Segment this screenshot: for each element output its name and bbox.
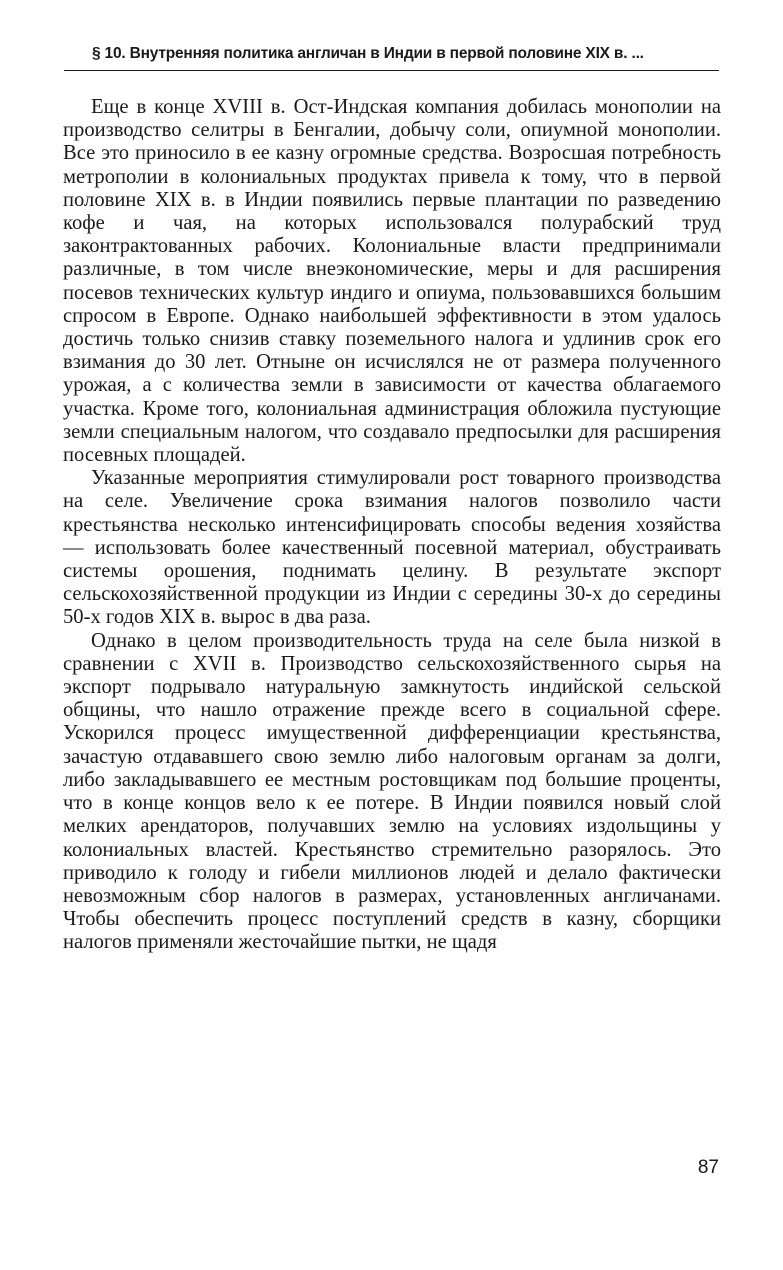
- page-number: 87: [697, 1157, 719, 1178]
- header-rule: [64, 70, 719, 71]
- body-text: [63, 96, 721, 955]
- paragraph-2: Указанные мероприятия стимулировали рост товарного производства на селе. Увеличение срока взимания налогов позволило части крестьянства несколько интенсифицировать способы ведения хозяйства — использовать более качественный посевной материал, обустраивать системы орошения, поднимать целину. В результате экспорт сельскохозяйственной продукции из Индии с середины 30-х до середины 50-х годов XIX в. вырос в два раза.: [63, 467, 721, 629]
- running-header: § 10. Внутренняя политика англичан в Индии в первой половине XIX в. ...: [92, 45, 644, 62]
- paragraph-3: Однако в целом производительность труда на селе была низкой в сравнении с XVII в. Производство сельскохозяйственного сырья на экспорт подрывало натуральную замкнутость индийской сельской общины, что нашло отражение прежде всего в социальной сфере. Ускорился процесс имущественной дифференциации крестьянства, зачастую отдававшего свою землю либо налоговым органам за долги, либо закладывавшего ее местным ростовщикам под большие проценты, что в конце концов вело к ее потере. В Индии появился новый слой мелких арендаторов, получавших землю на условиях издольщины у колониальных властей. Крестьянство стремительно разорялось. Это приводило к голоду и гибели миллионов людей и делало фактически невозможным сбор налогов в размерах, установленных англичанами. Чтобы обеспечить процесс поступлений средств в казну, сборщики налогов применяли жесточайшие пытки, не щадя: [63, 629, 721, 954]
- paragraph-1: Еще в конце XVIII в. Ост-Индская компания добилась монополии на производство селитры в Бенгалии, добычу соли, опиумной монополии. Все это приносило в ее казну огромные средства. Возросшая потребность метрополии в колониальных продуктах привела к тому, что в первой половине XIX в. в Индии появились первые плантации по разведению кофе и чая, на которых использовался полурабский труд законтрактованных рабочих. Колониальные власти предпринимали различные, в том числе внеэкономические, меры и для расширения посевов технических культур индиго и опиума, пользовавшихся большим спросом в Европе. Однако наибольшей эффективности в этом удалось достичь только снизив ставку поземельного налога и удлинив срок его взимания до 30 лет. Отныне он исчислялся не от размера полученного урожая, а с количества земли в зависимости от качества облагаемого участка. Кроме того, колониальная администрация обложила пустующие земли специальным налогом, что создавало предпосылки для расширения посевных площадей.: [63, 96, 721, 467]
